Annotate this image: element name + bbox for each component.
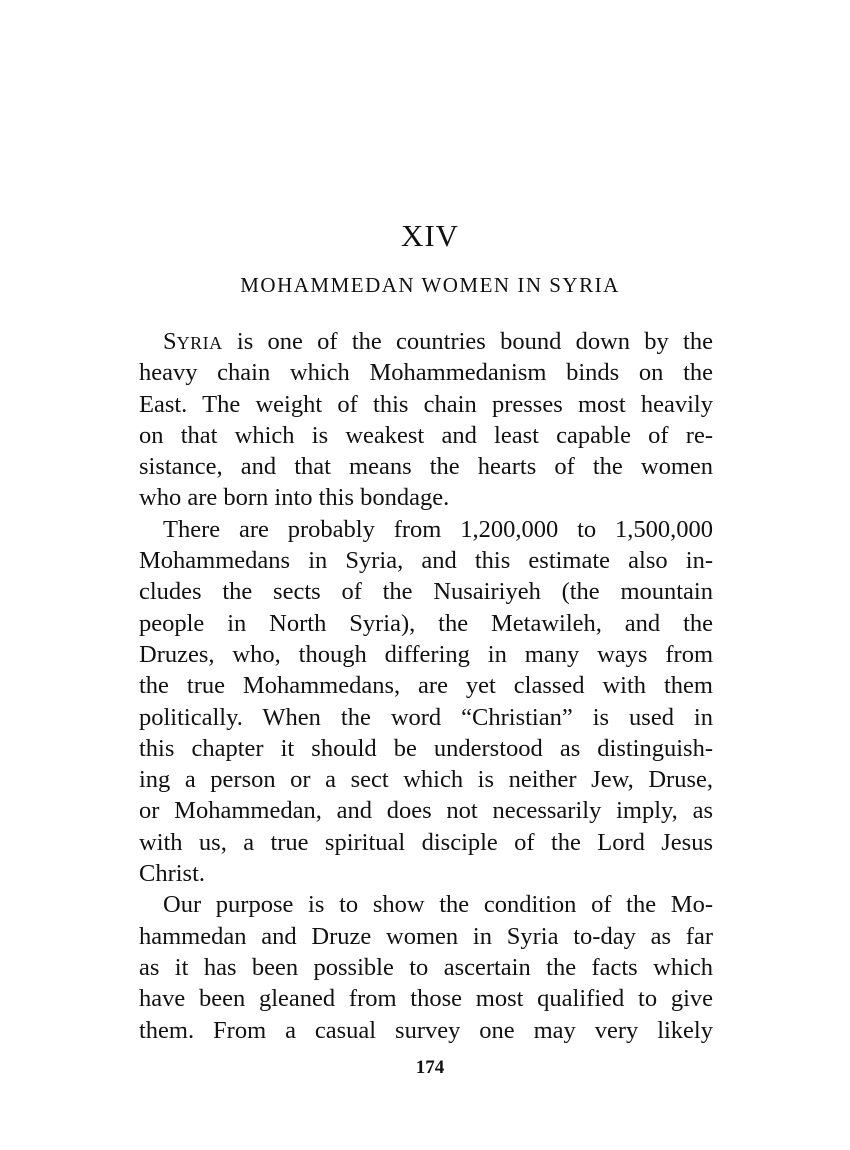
- text-line: them. From a casual survey one may very likely: [139, 1016, 713, 1044]
- text-line: hammedan and Druze women in Syria to-day as far: [139, 922, 713, 950]
- line-text: is one of the countries bound down by the: [222, 328, 713, 355]
- text-line: with us, a true spiritual disciple of the Lord Jesus: [139, 828, 713, 856]
- paragraph-1: [139, 326, 713, 514]
- page-number: 174: [415, 1057, 445, 1078]
- text-line: have been gleaned from those most qualified to give: [139, 985, 713, 1013]
- text-line: [139, 326, 713, 357]
- text-line: politically. When the word “Christian” is used in: [139, 703, 713, 731]
- small-caps-initial: S: [163, 328, 177, 355]
- text-line: as it has been possible to ascertain the facts which: [139, 953, 713, 981]
- text-line: Mohammedans in Syria, and this estimate also in-: [139, 547, 713, 575]
- chapter-number: XIV: [400, 218, 460, 253]
- paragraph-3: [139, 889, 713, 1045]
- text-line: There are probably from 1,200,000 to 1,500,000: [163, 515, 713, 543]
- body-text: [139, 326, 713, 1046]
- text-line: this chapter it should be understood as distinguish-: [139, 734, 713, 762]
- text-line: East. The weight of this chain presses most heavily: [139, 390, 713, 418]
- text-line: people in North Syria), the Metawileh, and the: [139, 609, 713, 637]
- text-line: heavy chain which Mohammedanism binds on the: [139, 359, 713, 387]
- text-line: ing a person or a sect which is neither Jew, Druse,: [139, 766, 713, 794]
- text-line: or Mohammedan, and does not necessarily imply, as: [139, 797, 713, 825]
- text-line: the true Mohammedans, are yet classed with them: [139, 672, 713, 700]
- text-line: sistance, and that means the hearts of the women: [139, 453, 713, 481]
- text-line: who are born into this bondage.: [139, 484, 450, 512]
- small-caps-word-rest: YRIA: [176, 333, 223, 353]
- chapter-title: MOHAMMEDAN WOMEN IN SYRIA: [240, 273, 620, 297]
- text-line: on that which is weakest and least capable of re-: [139, 421, 713, 449]
- paragraph-2: [139, 514, 713, 890]
- text-line: Druzes, who, though differing in many ways from: [139, 640, 713, 668]
- text-line: Christ.: [139, 860, 206, 888]
- text-line: cludes the sects of the Nusairiyeh (the mountain: [139, 578, 713, 606]
- text-line: Our purpose is to show the condition of the Mo-: [163, 891, 713, 919]
